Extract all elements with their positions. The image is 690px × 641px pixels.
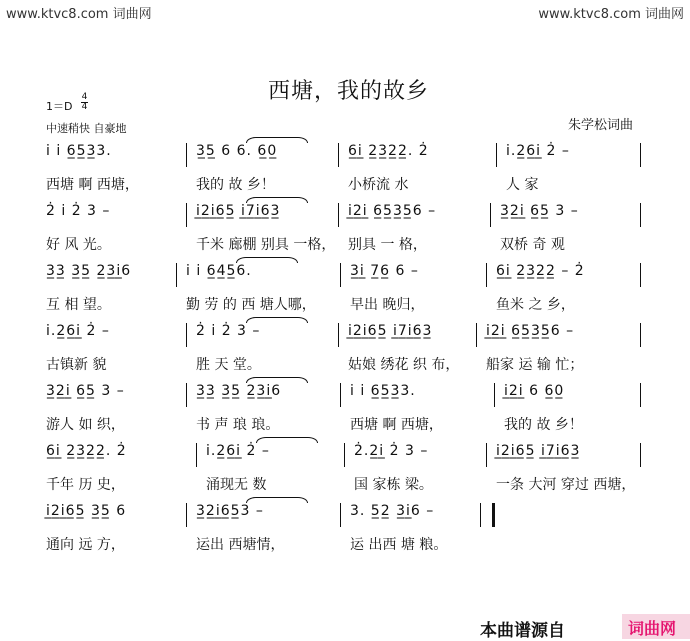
bar-line — [640, 263, 641, 287]
slur — [246, 317, 308, 323]
lyric-line: 书 声 琅 琅。 — [196, 417, 280, 433]
slur — [246, 197, 308, 203]
lyric-line: 西塘 啊 西塘， — [46, 177, 139, 193]
measure-notes: 6̲i̲ 2̲3̲2̲2̲. 2̇ — [46, 443, 127, 459]
measure-notes: 2̇.2̲i̲ 2̇ 3 – — [354, 443, 429, 459]
measure-notes: i̲2̲i̲6̲5̲ i̲7̲i̲6̲3̲ — [196, 203, 281, 219]
lyric-line: 胜 天 堂。 — [196, 357, 261, 373]
bar-line — [176, 263, 177, 287]
measure-notes: i i 6̲5̲3̲3. — [46, 143, 112, 159]
bar-line — [640, 143, 641, 167]
bar-line — [186, 143, 187, 167]
footer-logo — [622, 614, 690, 639]
lyric-line: 姑娘 绣花 织 布， — [348, 357, 460, 373]
measure-notes: 2̇ i 2̇ 3 – — [196, 323, 261, 339]
measure-notes: i i 6̲5̲3̲3. — [350, 383, 416, 399]
slur — [256, 437, 318, 443]
measure-notes: 6̲i̲ 2̲3̲2̲2̲. 2̇ — [348, 143, 429, 159]
time-signature-bottom: 4 — [81, 102, 88, 112]
lyric-line: 游人 如 织， — [46, 417, 125, 433]
measure-notes: i̲2̲i̲ 6̲5̲3̲5̲6 – — [348, 203, 437, 219]
lyric-line: 千米 廊棚 别具 一格， — [196, 237, 336, 253]
lyric-line: 双桥 奇 观 — [500, 237, 565, 253]
bar-line — [640, 443, 641, 467]
bar-line — [186, 503, 187, 527]
lyric-line: 别具 一 格， — [348, 237, 427, 253]
key-signature: 1＝D — [46, 100, 73, 113]
bar-line — [186, 203, 187, 227]
lyric-line: 我的 故 乡！ — [504, 417, 583, 433]
measure-notes: i.2̲6̲i̲ 2̇ – — [506, 143, 570, 159]
bar-line — [480, 503, 481, 527]
lyric-line: 小桥流 水 — [348, 177, 409, 193]
measure-notes: i̲2̲i̲ 6̲5̲3̲5̲6 – — [486, 323, 575, 339]
lyric-line: 国 家栋 梁。 — [354, 477, 433, 493]
measure-notes: i̲2̲i̲6̲5̲ 3̲5̲ 6 — [46, 503, 127, 519]
measure-notes: 3̲3̲ 3̲5̲ 2̲3̲i̲6 — [46, 263, 132, 279]
measure-notes: 3̲3̲ 3̲5̲ 2̲3̲i̲6 — [196, 383, 282, 399]
bar-line — [494, 383, 495, 407]
measure-notes: i.2̲6̲i̲ 2̇ – — [46, 323, 110, 339]
lyric-line: 运出 西塘情， — [196, 537, 285, 553]
score-system — [0, 323, 690, 379]
bar-line — [496, 143, 497, 167]
score-system — [0, 503, 690, 559]
measure-notes: 3̲5̲ 6 6. 6̲0̲ — [196, 143, 278, 159]
score-system — [0, 383, 690, 439]
composer-credit: 朱学松词曲 — [568, 118, 634, 133]
time-signature — [81, 93, 88, 112]
measure-notes: 2̇ i 2̇ 3 – — [46, 203, 111, 219]
bar-line — [196, 443, 197, 467]
measure-notes: 3̲2̲i̲6̲5̲3 – — [196, 503, 264, 519]
bar-line — [186, 323, 187, 347]
bar-line — [340, 503, 341, 527]
slur — [236, 257, 298, 263]
bar-line — [338, 323, 339, 347]
measure-notes: i.2̲6̲i̲ 2̇ – — [206, 443, 270, 459]
bar-line — [344, 443, 345, 467]
measure-notes: 3̲2̲i̲ 6̲5̲ 3 – — [46, 383, 125, 399]
measure-notes: 3. 5̲2̲ 3̲i̲6 – — [350, 503, 435, 519]
watermark-left: www.ktvc8.com 词曲网 — [6, 7, 152, 22]
watermark-right: www.ktvc8.com 词曲网 — [538, 7, 684, 22]
lyric-line: 运 出西 塘 粮。 — [350, 537, 448, 553]
measure-notes: i̲2̲i̲6̲5̲ i̲7̲i̲6̲3̲ — [496, 443, 581, 459]
bar-line — [340, 263, 341, 287]
lyric-line: 好 风 光。 — [46, 237, 111, 253]
lyric-line: 船家 运 输 忙； — [486, 357, 584, 373]
song-title: 西塘，我的故乡 — [268, 79, 430, 104]
score-system — [0, 203, 690, 259]
lyric-line: 通向 远 方， — [46, 537, 125, 553]
lyric-line: 互 相 望。 — [46, 297, 111, 313]
bar-line — [640, 383, 641, 407]
lyric-line: 古镇新 貌 — [46, 357, 107, 373]
bar-line — [640, 323, 641, 347]
score-system — [0, 143, 690, 199]
bar-line — [640, 203, 641, 227]
slur — [246, 377, 308, 383]
footer-logo-text: 词曲网 — [628, 619, 677, 638]
measure-notes: 3̲i̲ 7̲6̲ 6 – — [350, 263, 419, 279]
lyric-line: 西塘 啊 西塘， — [350, 417, 443, 433]
final-bar-line — [492, 503, 495, 527]
measure-notes: i i 6̲4̲5̲6. — [186, 263, 252, 279]
tempo-marking: 中速稍快 自豪地 — [46, 122, 127, 135]
lyric-line: 千年 历 史， — [46, 477, 125, 493]
bar-line — [476, 323, 477, 347]
measure-notes: i̲2̲i̲6̲5̲ i̲7̲i̲6̲3̲ — [348, 323, 433, 339]
lyric-line: 涌现无 数 — [206, 477, 267, 493]
lyric-line: 人 家 — [506, 177, 539, 193]
slur — [246, 137, 308, 143]
lyric-line: 鱼米 之 乡， — [496, 297, 575, 313]
lyric-line: 我的 故 乡！ — [196, 177, 275, 193]
bar-line — [486, 443, 487, 467]
lyric-line: 早出 晚归， — [350, 297, 425, 313]
bar-line — [490, 203, 491, 227]
bar-line — [486, 263, 487, 287]
score-system — [0, 263, 690, 319]
bar-line — [186, 383, 187, 407]
time-signature-top: 4 — [81, 92, 88, 102]
lyric-line: 勤 劳 的 西 塘人哪， — [186, 297, 316, 313]
lyric-line: 一条 大河 穿过 西塘， — [496, 477, 636, 493]
footer-source-text: 本曲谱源自 — [480, 621, 565, 641]
slur — [246, 497, 308, 503]
bar-line — [338, 143, 339, 167]
measure-notes: 6̲i̲ 2̲3̲2̲2̲ – 2̇ — [496, 263, 585, 279]
measure-notes: 3̲2̲i̲ 6̲5̲ 3 – — [500, 203, 579, 219]
measure-notes: i̲2̲i̲ 6 6̲0̲ — [504, 383, 565, 399]
score-system — [0, 443, 690, 499]
bar-line — [340, 383, 341, 407]
bar-line — [338, 203, 339, 227]
